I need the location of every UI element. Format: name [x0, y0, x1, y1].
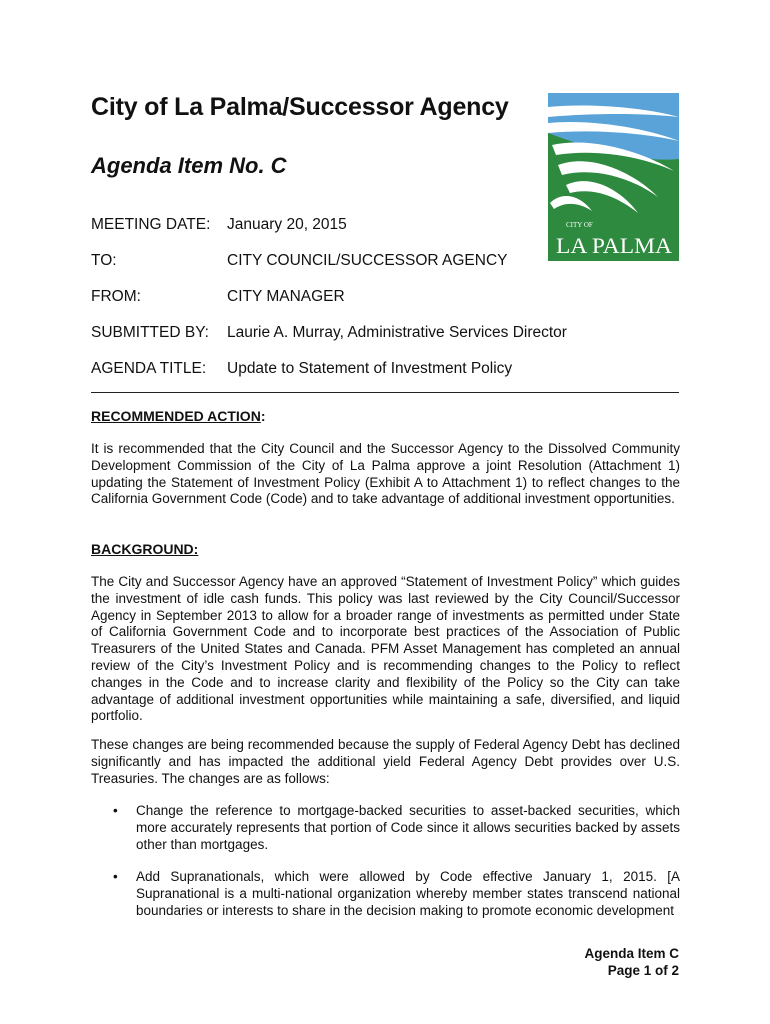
- meta-label: FROM:: [91, 288, 141, 305]
- meta-value: CITY COUNCIL/SUCCESSOR AGENCY: [227, 252, 508, 269]
- list-item-text: Change the reference to mortgage-backed securities to asset-backed securities, which more accurately represents that portion of Code since it allows securities backed by assets other than mortgages.: [136, 803, 680, 852]
- logo-la-palma-text: LA PALMA: [556, 233, 673, 258]
- agenda-item-subtitle: Agenda Item No. C: [91, 153, 287, 178]
- background-heading-text: BACKGROUND:: [91, 541, 199, 557]
- list-item-text: Add Supranationals, which were allowed by Code effective January 1, 2015. [A Supranational is a multi-national organization whereby member states transcend national boundaries or interests to share in the decision making to promote economic development: [136, 869, 680, 918]
- meta-label: AGENDA TITLE:: [91, 360, 207, 377]
- meta-row-to: [91, 252, 691, 288]
- meta-label: SUBMITTED BY:: [91, 324, 209, 341]
- meta-value: CITY MANAGER: [227, 288, 345, 305]
- header-divider: [91, 392, 679, 393]
- meta-value: Update to Statement of Investment Policy: [227, 360, 513, 377]
- background-heading: [91, 541, 198, 558]
- footer-page-number: Page 1 of 2: [607, 963, 679, 978]
- background-paragraph-1: The City and Successor Agency have an approved “Statement of Investment Policy” which guides the investment of idle cash funds. This policy was last reviewed by the City Council/Successor Agency in September 2013 to allow for a broader range of investments as permitted under State of California Government Code and to incorporate best practices of the Association of Public Treasurers of the United States and Canada. PFM Asset Management has completed an annual review of the City’s Investment Policy and is recommending changes to the Policy to reflect changes in the Code and to increase clarity and flexibility of the Policy so the City can take advantage of additional investment opportunities while maintaining a safe, diversified, and liquid portfolio.: [91, 574, 680, 724]
- page-footer: [584, 945, 679, 979]
- recommended-action-heading-text: RECOMMENDED ACTION: [91, 408, 261, 424]
- meta-value: Laurie A. Murray, Administrative Services Director: [227, 324, 567, 341]
- meta-row-submitted-by: [91, 324, 691, 360]
- meta-label: TO:: [91, 252, 117, 269]
- meta-row-agenda-title: [91, 360, 691, 396]
- recommended-action-text: It is recommended that the City Council and the Successor Agency to the Dissolved Community Development Commission of the City of La Palma approve a joint Resolution (Attachment 1) updating the Statement of Investment Policy (Exhibit A to Attachment 1) to reflect changes to the California Government Code (Code) and to take advantage of additional investment opportunities.: [91, 441, 680, 507]
- bullet-icon: •: [113, 803, 118, 818]
- list-item: [91, 803, 680, 853]
- meeting-info: [91, 216, 691, 396]
- list-item: [91, 869, 680, 919]
- bullet-icon: •: [113, 869, 118, 885]
- recommended-action-heading: [91, 408, 265, 425]
- background-paragraph-2: These changes are being recommended because the supply of Federal Agency Debt has declined significantly and has impacted the additional yield Federal Agency Debt provides over U.S. Treasuries. The changes are as follows:: [91, 737, 680, 786]
- meta-row-meeting-date: [91, 216, 691, 252]
- meta-value: January 20, 2015: [227, 216, 347, 233]
- changes-list: [91, 803, 680, 920]
- logo-city-of-text: CITY OF: [566, 221, 593, 229]
- footer-agenda-item: Agenda Item C: [584, 946, 679, 961]
- meta-row-from: [91, 288, 691, 324]
- heading-colon: :: [260, 408, 266, 424]
- meta-label: MEETING DATE:: [91, 216, 211, 233]
- page-title: City of La Palma/Successor Agency: [91, 93, 509, 121]
